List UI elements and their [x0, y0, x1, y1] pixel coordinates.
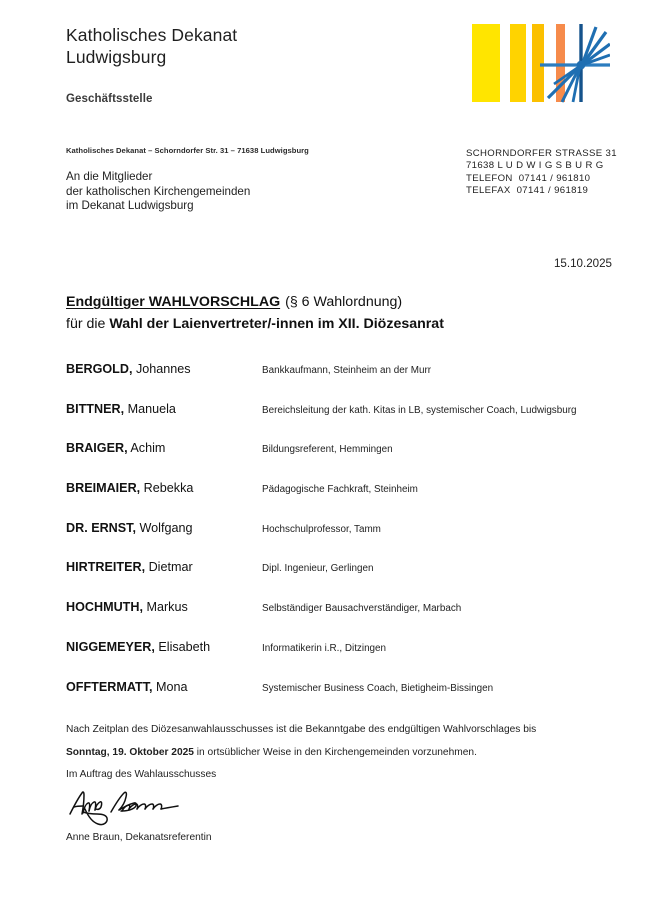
title-line-1 — [66, 293, 596, 312]
candidate-name — [66, 560, 262, 574]
candidate-given-name: Johannes — [135, 362, 191, 376]
candidate-surname: OFFTERMATT, — [66, 679, 153, 694]
contact-block — [466, 148, 617, 198]
candidate-name — [66, 600, 262, 614]
title-legal-reference: (§ 6 Wahlordnung) — [285, 294, 403, 310]
logo-bar-gold — [510, 24, 526, 102]
table-row — [66, 600, 612, 640]
logo-bar-amber — [532, 24, 544, 102]
candidate-name — [66, 402, 262, 416]
candidate-given-name: Dietmar — [148, 560, 193, 575]
candidate-list — [66, 362, 612, 719]
organisation-name-line-2: Ludwigsburg — [66, 47, 167, 67]
contact-fax: TELEFAX 07141 / 961819 — [466, 185, 589, 197]
candidate-surname: HOCHMUTH, — [66, 600, 143, 615]
candidate-description: Bereichsleitung der kath. Kitas in LB, systemischer Coach, Ludwigsburg — [262, 404, 577, 416]
logo-bar-yellow — [472, 24, 500, 102]
table-row — [66, 362, 612, 402]
closing-line-1: Nach Zeitplan des Diözesanwahlausschusses ist die Bekanntgabe des endgültigen Wahlvorschlages bis — [66, 724, 537, 735]
candidate-surname: BERGOLD, — [66, 362, 133, 376]
candidate-given-name: Elisabeth — [158, 639, 211, 654]
candidate-name — [66, 441, 262, 455]
candidate-given-name: Wolfgang — [139, 520, 193, 535]
closing-line-2 — [66, 742, 611, 765]
candidate-given-name: Mona — [156, 679, 188, 694]
title-subline-lead: für die — [66, 316, 110, 332]
table-row — [66, 402, 612, 442]
candidate-name — [66, 640, 262, 654]
recipient-line-2: der katholischen Kirchengemeinden — [66, 184, 251, 198]
candidate-surname: HIRTREITER, — [66, 560, 146, 575]
closing-paragraph — [66, 719, 611, 787]
candidate-given-name: Achim — [130, 441, 166, 456]
recipient-line-3: im Dekanat Ludwigsburg — [66, 199, 194, 213]
dekanat-logo — [470, 22, 610, 104]
closing-line-3: Im Auftrag des Wahlausschusses — [66, 769, 217, 780]
document-date: 15.10.2025 — [553, 257, 612, 270]
table-row — [66, 441, 612, 481]
candidate-description: Bankkaufmann, Steinheim an der Murr — [262, 365, 432, 376]
contact-street: SCHORNDORFER STRASSE 31 — [466, 148, 617, 159]
contact-city: 71638 L U D W I G S B U R G — [466, 160, 604, 172]
candidate-given-name: Manuela — [127, 401, 176, 416]
candidate-surname: BREIMAIER, — [66, 481, 141, 496]
logo-starburst — [540, 24, 610, 102]
table-row — [66, 680, 612, 720]
candidate-description: Selbständiger Bausachverständiger, Marbach — [262, 603, 462, 615]
sender-return-address: Katholisches Dekanat – Schorndorfer Str. 31 – 71638 Ludwigsburg — [66, 146, 309, 155]
organisation-name — [66, 24, 237, 68]
candidate-name — [66, 362, 262, 376]
table-row — [66, 560, 612, 600]
signatory-name: Anne Braun, Dekanatsreferentin — [66, 832, 212, 843]
candidate-name — [66, 481, 262, 495]
candidate-description: Systemischer Business Coach, Bietigheim-Bissingen — [262, 682, 494, 694]
candidate-surname: BITTNER, — [66, 401, 125, 416]
department-label: Geschäftsstelle — [66, 93, 153, 105]
candidate-description: Informatikerin i.R., Ditzingen — [262, 642, 387, 654]
title-line-2 — [66, 315, 596, 334]
candidate-description: Pädagogische Fachkraft, Steinheim — [262, 484, 418, 496]
table-row — [66, 640, 612, 680]
candidate-given-name: Markus — [146, 600, 188, 615]
title-subline-bold: Wahl der Laienvertreter/-innen im XII. Diözesanrat — [109, 316, 444, 332]
table-row — [66, 481, 612, 521]
handwritten-signature — [64, 788, 184, 830]
candidate-surname: NIGGEMEYER, — [66, 639, 155, 654]
candidate-description: Bildungsreferent, Hemmingen — [262, 444, 393, 456]
closing-deadline-date: Sonntag, 19. Oktober 2025 — [66, 746, 194, 758]
recipient-line-1: An die Mitglieder — [66, 170, 153, 183]
table-row — [66, 521, 612, 561]
candidate-description: Dipl. Ingenieur, Gerlingen — [262, 563, 374, 575]
candidate-given-name: Rebekka — [143, 481, 194, 496]
candidate-surname: BRAIGER, — [66, 441, 128, 456]
closing-line-2-rest: in ortsüblicher Weise in den Kirchengemeinden vorzunehmen. — [193, 746, 477, 758]
contact-phone: TELEFON 07141 / 961810 — [466, 172, 591, 184]
organisation-name-line-1: Katholisches Dekanat — [66, 25, 238, 45]
candidate-name — [66, 680, 262, 694]
document-title — [66, 293, 596, 334]
candidate-description: Hochschulprofessor, Tamm — [262, 523, 381, 535]
candidate-name — [66, 521, 262, 535]
recipient-address — [66, 170, 250, 214]
candidate-surname: DR. ERNST, — [66, 520, 136, 535]
title-main-heading: Endgültiger WAHLVORSCHLAG — [66, 294, 281, 310]
